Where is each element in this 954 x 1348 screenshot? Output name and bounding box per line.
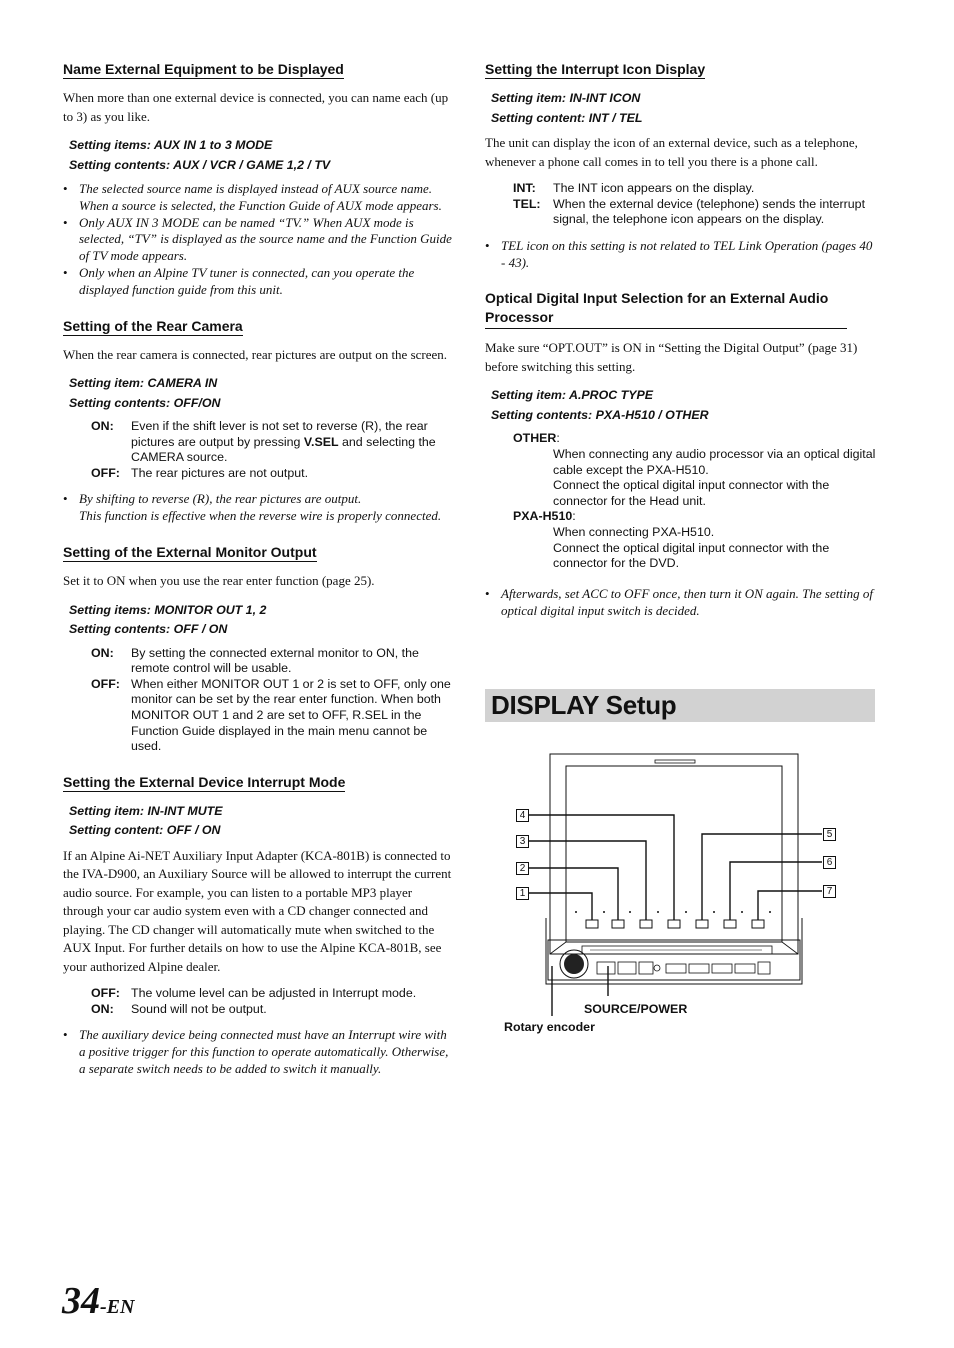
note-item: • By shifting to reverse (R), the rear pictures are output. This function is effective when the reverse wire is properly connected. — [63, 491, 455, 525]
option-off: OFF: The volume level can be adjusted in Interrupt mode. — [91, 986, 417, 1001]
section-title-rear-camera: Setting of the Rear Camera — [63, 317, 243, 334]
option-off: OFF: When either MONITOR OUT 1 or 2 is set to OFF, only one monitor can be set by the rear enter function. When both MONITOR OUT 1 and 2 are set to OFF, R.SEL in the Function Guide displayed in the main menu cannot be used. — [91, 676, 451, 754]
option-on: ON: Even if the shift lever is not set to reverse (R), the rear pictures are output by pressing V.SEL and selecting the CAMERA source. — [91, 419, 436, 465]
body-text: When more than one external device is connected, you can name each (up to 3) as you like. — [63, 90, 449, 124]
option-tel: TEL: When the external device (telephone) sends the interrupt signal, the telephone icon appears on the display. — [513, 196, 866, 227]
left-column — [63, 60, 455, 1088]
body-text: The unit can display the icon of an external device, such as a telephone, whenever a phone call comes in to tell you there is a phone call. — [485, 135, 858, 169]
display-setup-heading: DISPLAY Setup — [485, 689, 875, 722]
option-int: INT: The INT icon appears on the display. — [513, 181, 755, 195]
setting-items: Setting item: IN-INT ICON Setting content: INT / TEL — [491, 91, 643, 125]
callout-3: 3 — [516, 835, 529, 848]
note-item: • The auxiliary device being connected must have an Interrupt wire with a positive trigger for this function to operate automatically. Otherwise, a separate switch needs to be added to switch it manually. — [63, 1027, 455, 1077]
callout-2: 2 — [516, 862, 529, 875]
page-number: 34-EN — [62, 1280, 135, 1322]
body-text: If an Alpine Ai-NET Auxiliary Input Adapter (KCA-801B) is connected to the IVA-D900, an Auxiliary Source will be allowed to interrupt the current audio source. For example, you can listen to a portable MP3 player through your car audio system even with a CD changer connected and playing. The CD changer will automatically mute when switched to the AUX Input. For further details on how to use the Alpine KCA-801B, see your authorized Alpine dealer. — [63, 847, 452, 974]
option-off: OFF: The rear pictures are not output. — [91, 465, 309, 480]
callout-7: 7 — [823, 885, 836, 898]
callout-1: 1 — [516, 887, 529, 900]
note-item: • Afterwards, set ACC to OFF once, then turn it ON again. The setting of optical digital input switch is decided. — [485, 586, 877, 620]
note-item: • The selected source name is displayed instead of AUX source name. When a source is selected, the Function Guide of AUX mode appears. — [63, 181, 455, 215]
note-list — [63, 181, 455, 299]
device-illustration — [500, 748, 860, 1048]
option-list — [63, 646, 455, 755]
option-on: ON: By setting the connected external monitor to ON, the remote control will be usable. — [91, 645, 419, 676]
source-power-label: SOURCE/POWER — [584, 1002, 688, 1016]
indicator-dots — [575, 911, 771, 913]
option-other: OTHER: When connecting any audio processor via an optical digital cable except the PXA-H510. Connect the optical digital input connector with the connector for the Head unit. — [513, 431, 876, 508]
body-text: Make sure “OPT.OUT” is ON in “Setting the Digital Output” (page 31) before switching this setting. — [485, 340, 858, 374]
callout-4: 4 — [516, 809, 529, 822]
setting-items: Setting items: AUX IN 1 to 3 MODE Setting contents: AUX / VCR / GAME 1,2 / TV — [69, 138, 331, 172]
option-list — [63, 986, 455, 1017]
section-title-interrupt-mode: Setting the External Device Interrupt Mode — [63, 773, 346, 790]
note-list — [63, 491, 455, 525]
section-title-external-monitor: Setting of the External Monitor Output — [63, 544, 317, 561]
note-list — [63, 1027, 455, 1077]
body-text: When the rear camera is connected, rear pictures are output on the screen. — [63, 346, 448, 362]
option-list — [485, 181, 877, 228]
setting-items: Setting item: IN-INT MUTE Setting content: OFF / ON — [69, 803, 223, 838]
callout-5: 5 — [823, 828, 836, 841]
note-list — [485, 586, 877, 620]
note-item: • TEL icon on this setting is not related to TEL Link Operation (pages 40 - 43). — [485, 238, 877, 272]
setting-items: Setting item: A.PROC TYPE Setting contents: PXA-H510 / OTHER — [491, 388, 709, 422]
option-on: ON: Sound will not be output. — [91, 1001, 267, 1016]
right-column — [485, 60, 877, 629]
option-pxa-h510: PXA-H510: When connecting PXA-H510. Connect the optical digital input connector with the connector for the DVD. — [513, 509, 830, 571]
body-text: Set it to ON when you use the rear enter function (page 25). — [63, 573, 375, 589]
section-title-optical-digital: Optical Digital Input Selection for an External Audio Processor — [485, 289, 847, 329]
setting-items: Setting item: CAMERA IN Setting contents: OFF/ON — [69, 376, 221, 410]
section-title-interrupt-icon: Setting the Interrupt Icon Display — [485, 61, 706, 77]
section-title-name-external: Name External Equipment to be Displayed — [63, 61, 344, 77]
rotary-encoder-label: Rotary encoder — [504, 1020, 595, 1034]
note-list — [485, 238, 877, 272]
callout-6: 6 — [823, 856, 836, 869]
setting-items: Setting items: MONITOR OUT 1, 2 Setting contents: OFF / ON — [69, 602, 267, 637]
note-item: • Only AUX IN 3 MODE can be named “TV.” When AUX mode is selected, “TV” is displayed as the source name and the Function Guide of TV mode appears. — [63, 215, 455, 265]
note-item: • Only when an Alpine TV tuner is connected, can you operate the displayed function guide from this unit. — [63, 265, 455, 299]
function-buttons — [586, 920, 764, 928]
option-list — [63, 419, 455, 481]
